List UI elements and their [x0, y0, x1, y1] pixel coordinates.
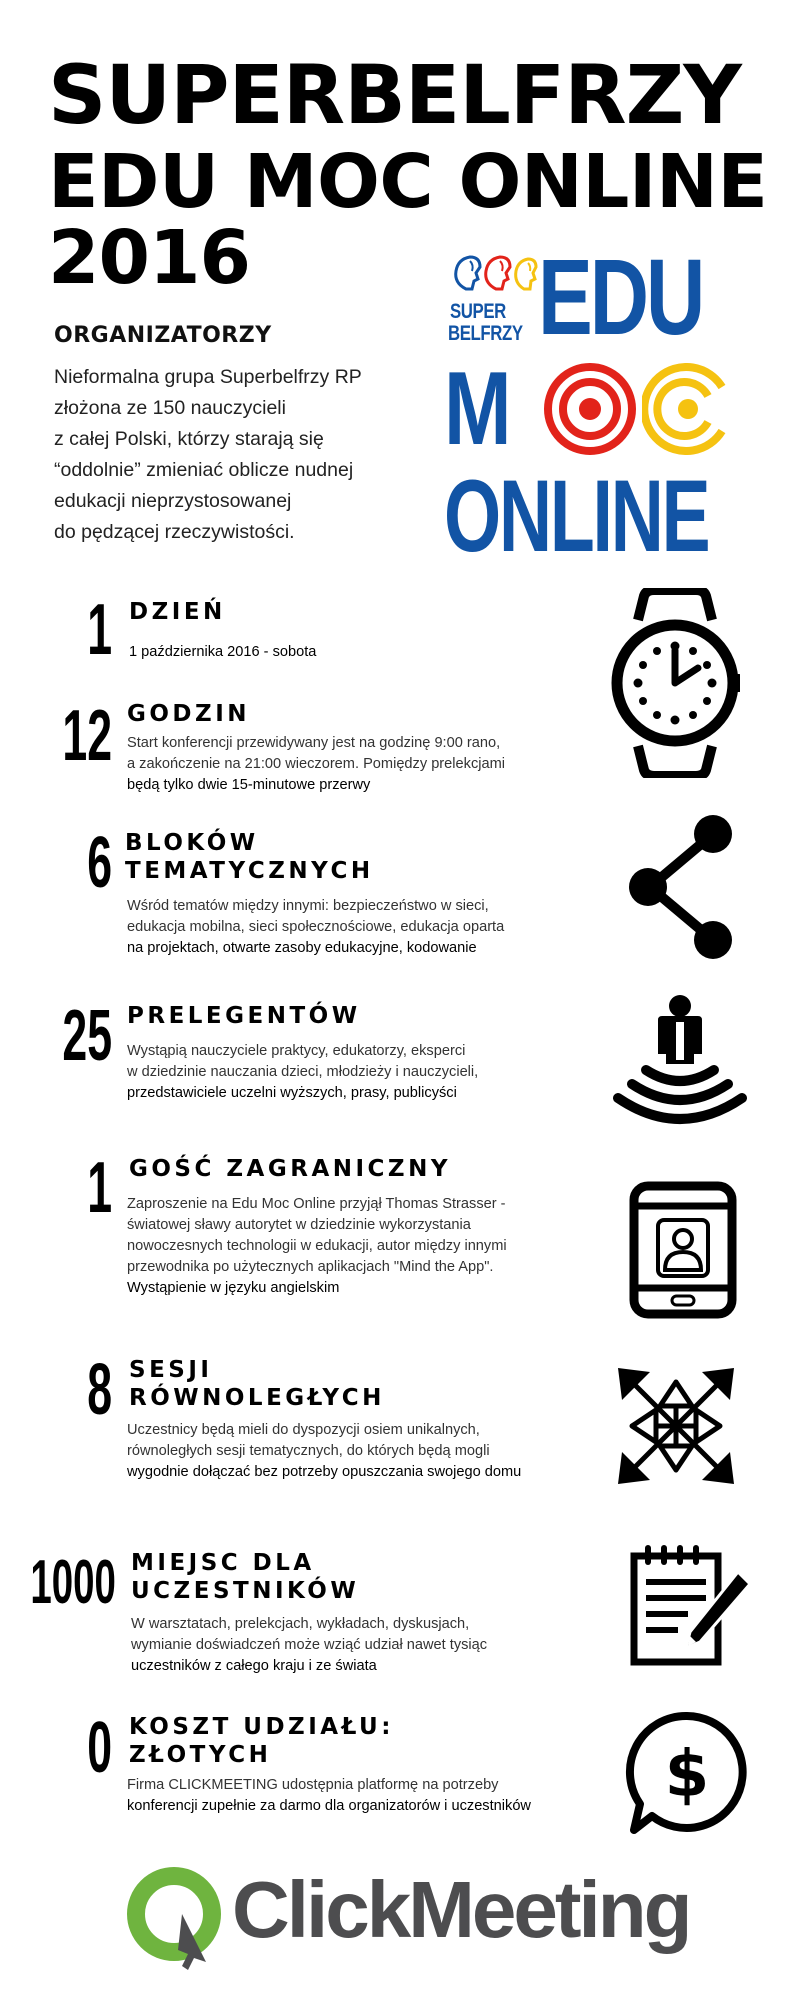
fact-line: Zaproszenie na Edu Moc Online przyjął Thomas Strasser -: [127, 1196, 506, 1212]
fact-number: 1000: [30, 1548, 116, 1617]
svg-text:$: $: [664, 1738, 710, 1812]
dollar-bubble-icon: [622, 1708, 752, 1838]
fact-number: 0: [87, 1708, 112, 1788]
fact-heading: TEMATYCZNYCH: [125, 858, 374, 884]
fact-line: wygodnie dołączać bez potrzeby opuszczania swojego domu: [127, 1464, 522, 1480]
target-c-icon: [642, 363, 734, 455]
target-o-icon: [544, 363, 636, 455]
fact-number: 1: [87, 1148, 112, 1228]
organizers-line: złożona ze 150 nauczycieli: [54, 397, 286, 419]
phone-contact-icon: [628, 1180, 738, 1320]
fact-description: [127, 1194, 507, 1299]
fact-line: na projektach, otwarte zasoby edukacyjne, kodowanie: [127, 940, 477, 956]
organizers-line: z całej Polski, którzy starają się: [54, 428, 324, 450]
fact-heading: KOSZT UDZIAŁU:: [129, 1714, 394, 1740]
title-line-1: SUPERBELFRZY: [48, 49, 741, 143]
fact-line: nowoczesnych technologii w edukacji, autor między innymi: [127, 1238, 507, 1254]
organizers-heading: ORGANIZATORZY: [54, 323, 272, 348]
fact-number: 25: [62, 996, 112, 1076]
organizers-line: Nieformalna grupa Superbelfrzy RP: [54, 366, 362, 388]
fact-number: 8: [87, 1350, 112, 1430]
fact-number: 6: [87, 823, 112, 903]
fact-description: [127, 733, 505, 796]
fact-heading: MIEJSC DLA: [131, 1550, 315, 1576]
fact-description: [131, 1614, 487, 1677]
fact-heading: GOŚĆ ZAGRANICZNY: [129, 1156, 452, 1182]
fact-heading: RÓWNOLEGŁYCH: [129, 1385, 385, 1411]
fact-line: Wystąpią nauczyciele praktycy, edukatorzy, eksperci: [127, 1043, 466, 1059]
fact-line: uczestników z całego kraju i ze świata: [131, 1658, 377, 1674]
fact-number: 1: [87, 590, 112, 670]
logo-super-text: SUPER: [450, 300, 506, 323]
fact-heading: UCZESTNIKÓW: [131, 1578, 360, 1604]
fact-line: Wystąpienie w języku angielskim: [127, 1280, 340, 1296]
fact-line: a zakończenie na 21:00 wieczorem. Pomiędzy prelekcjami: [127, 756, 505, 772]
fact-description: [127, 1420, 521, 1483]
fact-line: Start konferencji przewidywany jest na godzinę 9:00 rano,: [127, 735, 501, 751]
organizers-line: “oddolnie” zmieniać oblicze nudnej: [54, 459, 354, 481]
fact-description: [127, 1041, 478, 1104]
share-icon: [628, 812, 738, 962]
watch-icon: [610, 588, 740, 778]
fact-line: Uczestnicy będą mieli do dyspozycji osiem unikalnych,: [127, 1422, 480, 1438]
logo-online-text: ONLINE: [444, 459, 709, 573]
fact-line: W warsztatach, prelekcjach, wykładach, dyskusjach,: [131, 1616, 470, 1632]
organizers-description: [54, 362, 434, 548]
edu-moc-online-logo: [440, 236, 740, 573]
arrows-out-icon: [616, 1366, 736, 1486]
notepad-pen-icon: [626, 1542, 756, 1672]
fact-line: 1 października 2016 - sobota: [129, 644, 317, 660]
fact-number: 12: [62, 696, 112, 776]
fact-line: światowej sławy autorytet w dziedzinie wykorzystania: [127, 1217, 471, 1233]
fact-line: wymianie doświadczeń może wziąć udział nawet tysiąc: [131, 1637, 488, 1653]
fact-line: Wśród tematów między innymi: bezpieczeństwo w sieci,: [127, 898, 489, 914]
fact-description: [129, 642, 316, 663]
logo-edu-text: EDU: [538, 236, 703, 357]
title-line-3: 2016: [48, 215, 250, 301]
logo-m-letter: M: [444, 351, 512, 467]
fact-line: Firma CLICKMEETING udostępnia platformę na potrzeby: [127, 1777, 499, 1793]
fact-line: w dziedzinie nauczania dzieci, młodzieży i nauczycieli,: [127, 1064, 479, 1080]
fact-heading: PRELEGENTÓW: [127, 1003, 361, 1029]
fact-description: [127, 896, 504, 959]
organizers-line: do pędzącej rzeczywistości.: [54, 521, 295, 543]
fact-line: równoległych sesji tematycznych, do których będą mogli: [127, 1443, 490, 1459]
speaker-icon: [610, 992, 750, 1132]
clickmeeting-q-icon: [122, 1862, 232, 1972]
fact-line: przewodnika po użytecznych aplikacjach "Mind the App".: [127, 1259, 494, 1275]
fact-line: edukacja mobilna, sieci społecznościowe, edukacja oparta: [127, 919, 505, 935]
fact-heading: ZŁOTYCH: [129, 1742, 272, 1768]
clickmeeting-wordmark: ClickMeeting: [232, 1865, 690, 1954]
fact-heading: DZIEŃ: [129, 599, 226, 625]
superbelfrzy-heads-icon: [448, 249, 538, 299]
fact-heading: SESJI: [129, 1357, 213, 1383]
fact-heading: BLOKÓW: [125, 830, 259, 856]
fact-line: przedstawiciele uczelni wyższych, prasy, publicyści: [127, 1085, 457, 1101]
fact-line: konferencji zupełnie za darmo dla organizatorów i uczestników: [127, 1798, 531, 1814]
fact-line: będą tylko dwie 15-minutowe przerwy: [127, 777, 371, 793]
fact-heading: GODZIN: [127, 701, 251, 727]
clickmeeting-logo: [122, 1862, 742, 1972]
title-line-2: EDU MOC ONLINE: [48, 139, 768, 225]
fact-description: [127, 1775, 531, 1817]
logo-belfrzy-text: BELFRZY: [448, 322, 523, 345]
organizers-line: edukacji nieprzystosowanej: [54, 490, 292, 512]
